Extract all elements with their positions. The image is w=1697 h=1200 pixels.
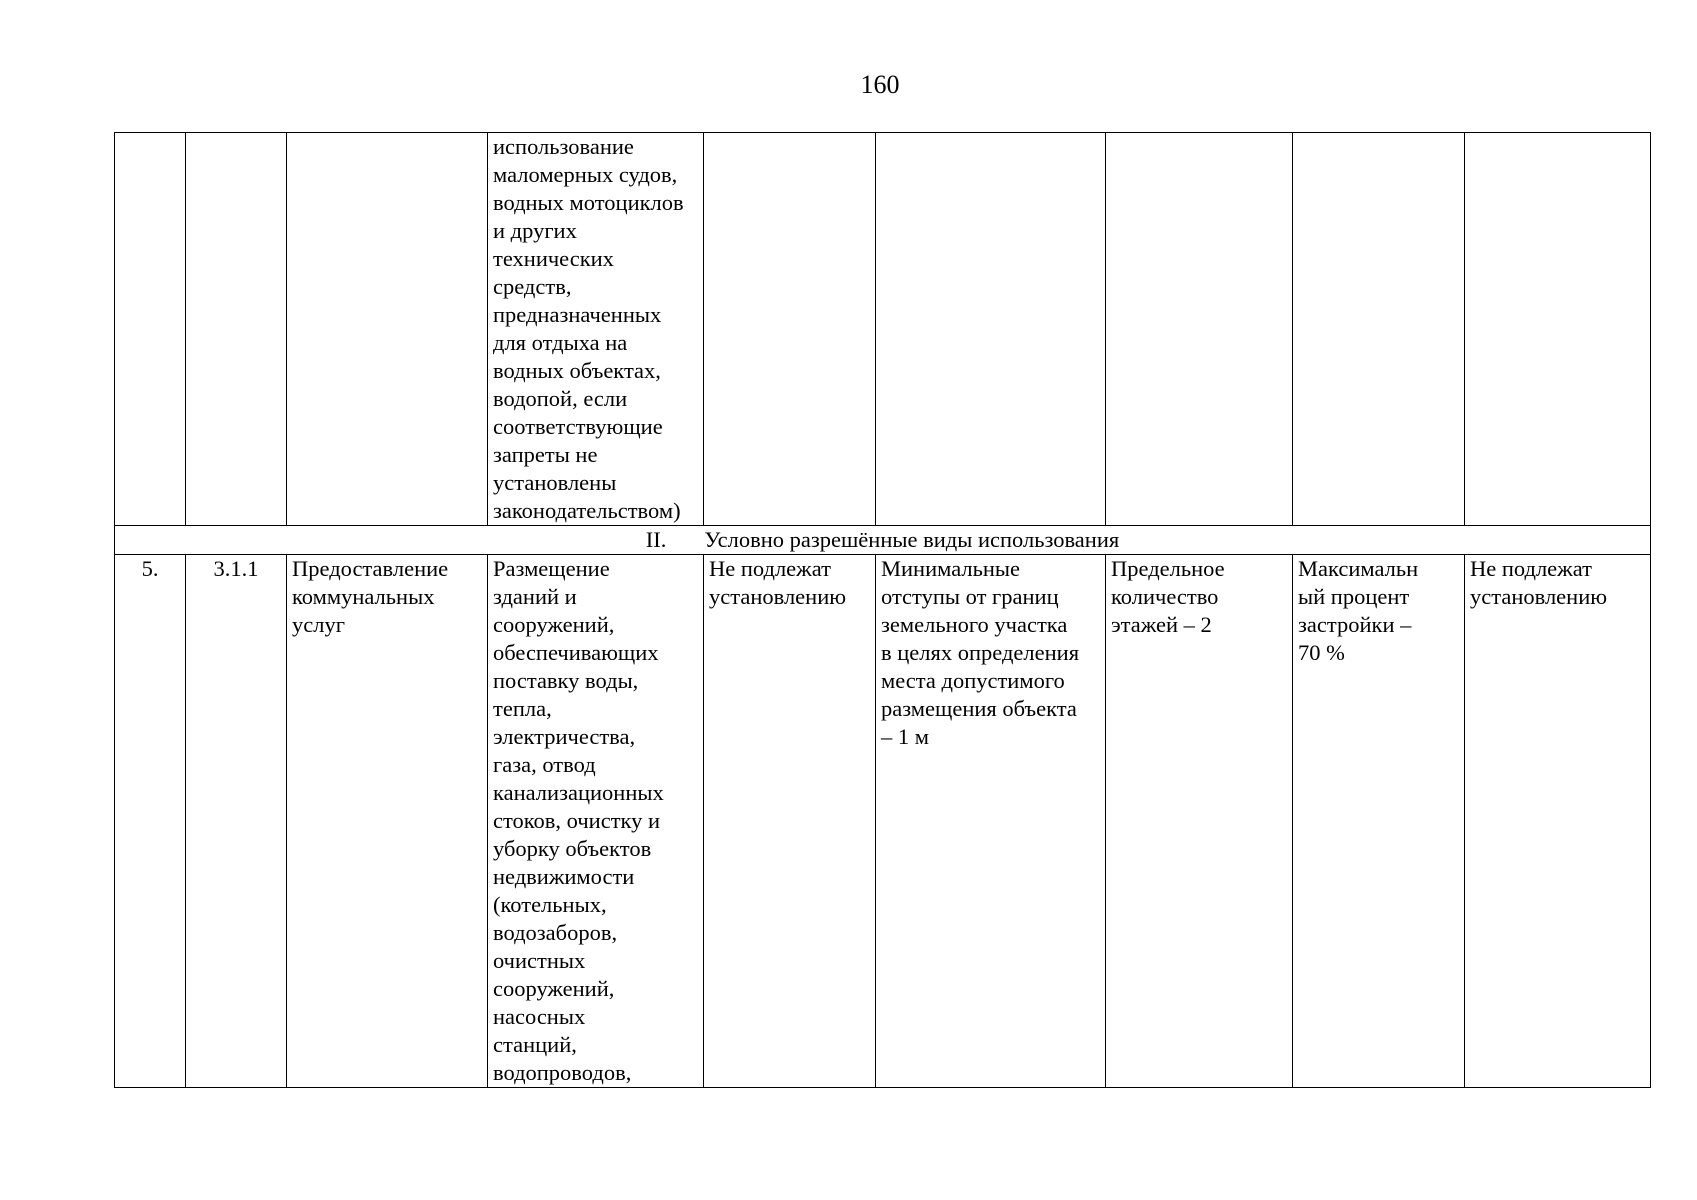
section-header-row [115, 526, 1651, 555]
cell-other [1465, 133, 1651, 526]
cell-floors [1106, 133, 1293, 526]
cell-floors: Предельное количество этажей – 2 [1106, 555, 1293, 1088]
cell-code [186, 133, 287, 526]
cell-description: Размещение зданий и сооружений, обеспечивающих поставку воды, тепла, электричества, газа, отвод канализационных стоков, очистку и уборку объектов недвижимости (котельных, водозаборов, очистных сооружений, насосных станций, водопроводов, [488, 555, 704, 1088]
cell-coverage: Максимальн ый процент застройки – 70 % [1293, 555, 1465, 1088]
cell-setbacks [876, 133, 1106, 526]
cell-other: Не подлежат установлению [1465, 555, 1651, 1088]
cell-name [287, 133, 488, 526]
section-header [115, 526, 1651, 555]
cell-number: 5. [115, 555, 186, 1088]
section-title: Условно разрешённые виды использования [704, 527, 1120, 552]
cell-name: Предоставление коммунальных услуг [287, 555, 488, 1088]
table-row-continued [115, 133, 1651, 526]
cell-code: 3.1.1 [186, 555, 287, 1088]
cell-setbacks: Минимальные отступы от границ земельного участка в целях определения места допустимого размещения объекта – 1 м [876, 555, 1106, 1088]
cell-description: использование маломерных судов, водных мотоциклов и других технических средств, предназначенных для отдыха на водных объектах, водопой, если соответствующие запреты не установлены законодательством) [488, 133, 704, 526]
table-row [115, 555, 1651, 1088]
cell-area [704, 133, 876, 526]
cell-coverage [1293, 133, 1465, 526]
cell-number [115, 133, 186, 526]
cell-area: Не подлежат установлению [704, 555, 876, 1088]
page-number: 160 [860, 70, 900, 99]
section-number: II. [645, 527, 667, 552]
regulations-table [114, 132, 1651, 1088]
